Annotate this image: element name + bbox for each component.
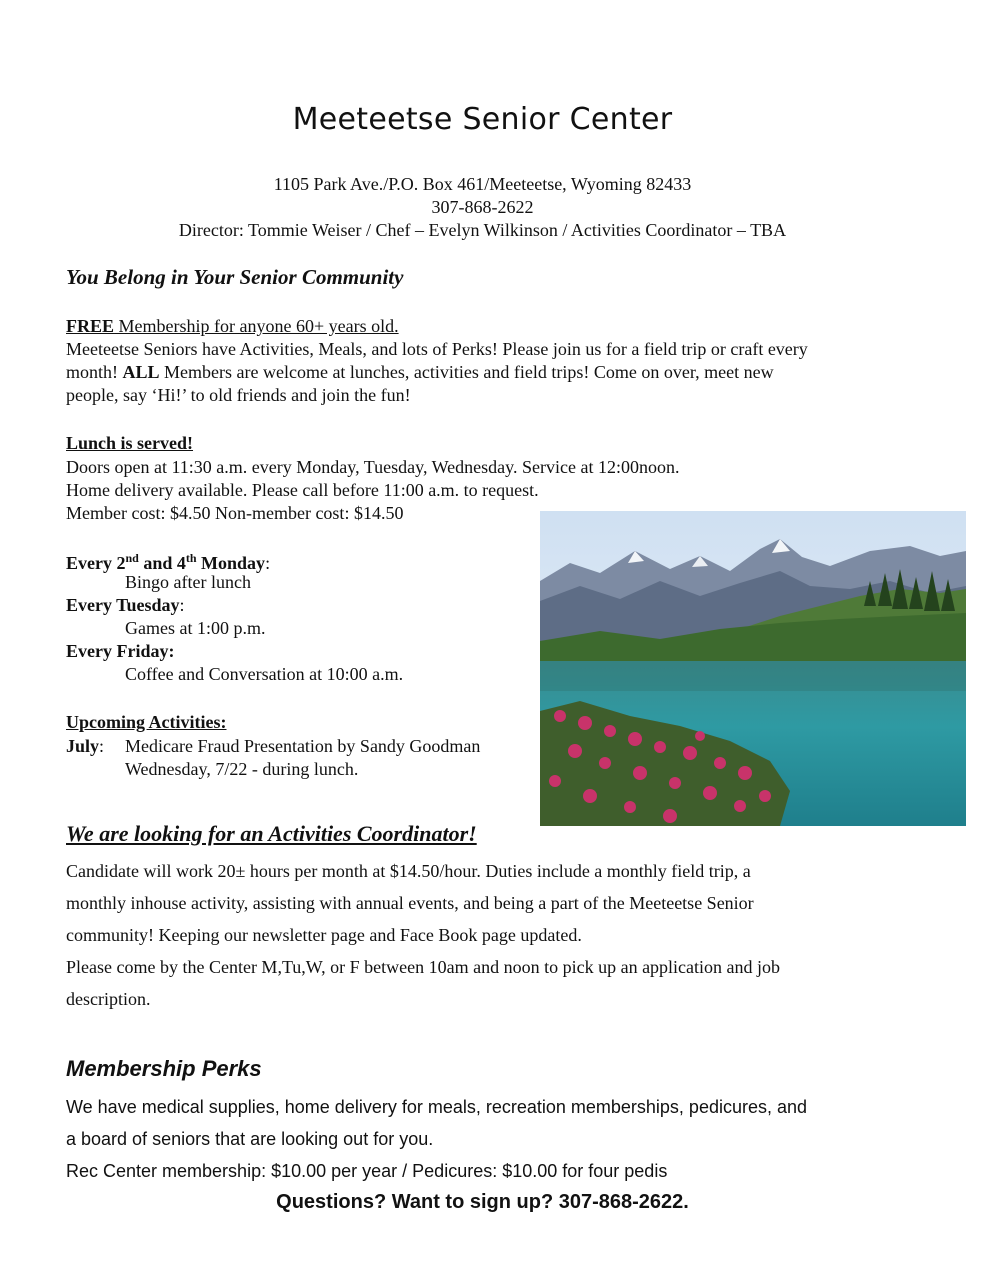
lunch-line-2: Home delivery available. Please call before 11:00 a.m. to request. bbox=[66, 480, 539, 500]
lunch-line-3: Member cost: $4.50 Non-member cost: $14.50 bbox=[66, 503, 404, 523]
lunch-line-1: Doors open at 11:30 a.m. every Monday, Tuesday, Wednesday. Service at 12:00noon. bbox=[66, 457, 680, 477]
belong-line-3: people, say ‘Hi!’ to old friends and join the fun! bbox=[66, 385, 411, 405]
free-label: FREE bbox=[66, 316, 115, 336]
address-line: 1105 Park Ave./P.O. Box 461/Meeteetse, Wyoming 82433 bbox=[273, 174, 692, 194]
belong-line-2 bbox=[66, 361, 774, 384]
tuesday-label: Every Tuesday: bbox=[66, 595, 185, 615]
perks-line-3: Rec Center membership: $10.00 per year / Pedicures: $10.00 for four pedis bbox=[66, 1161, 668, 1181]
belong-line-2a: month! bbox=[66, 362, 123, 382]
monday-detail: Bingo after lunch bbox=[125, 572, 251, 592]
friday-detail: Coffee and Conversation at 10:00 a.m. bbox=[125, 664, 404, 684]
free-text: Membership for anyone 60+ years old. bbox=[114, 316, 399, 336]
all-label: ALL bbox=[122, 362, 160, 382]
tuesday-detail: Games at 1:00 p.m. bbox=[125, 618, 266, 638]
perks-heading: Membership Perks bbox=[66, 1056, 262, 1081]
coordinator-line-2: monthly inhouse activity, assisting with annual events, and being a part of the Meeteetse Senior bbox=[66, 893, 754, 913]
coordinator-heading: We are looking for an Activities Coordinator! bbox=[66, 821, 477, 846]
belong-line-1: Meeteetse Seniors have Activities, Meals, and lots of Perks! Please join us for a field trip or craft every bbox=[66, 339, 808, 359]
free-membership-line bbox=[66, 315, 399, 338]
staff-line: Director: Tommie Weiser / Chef – Evelyn Wilkinson / Activities Coordinator – TBA bbox=[178, 220, 787, 240]
footer-cta: Questions? Want to sign up? 307-868-2622. bbox=[276, 1191, 689, 1213]
page-title: Meeteetse Senior Center bbox=[292, 102, 673, 137]
perks-line-2: a board of seniors that are looking out for you. bbox=[66, 1129, 434, 1149]
upcoming-event: Medicare Fraud Presentation by Sandy Goodman bbox=[125, 736, 481, 756]
belong-heading: You Belong in Your Senior Community bbox=[66, 265, 404, 289]
coordinator-line-5: description. bbox=[66, 989, 151, 1009]
upcoming-date: Wednesday, 7/22 - during lunch. bbox=[125, 759, 359, 779]
coordinator-line-3: community! Keeping our newsletter page and Face Book page updated. bbox=[66, 925, 582, 945]
belong-line-2b: Members are welcome at lunches, activities and field trips! Come on over, meet new bbox=[159, 362, 774, 382]
lunch-heading: Lunch is served! bbox=[66, 433, 194, 453]
mountain-lake-photo bbox=[540, 511, 966, 826]
upcoming-month: July: bbox=[66, 736, 105, 756]
friday-label: Every Friday: bbox=[66, 641, 175, 661]
upcoming-heading: Upcoming Activities: bbox=[66, 712, 227, 732]
coordinator-line-4: Please come by the Center M,Tu,W, or F between 10am and noon to pick up an application and job bbox=[66, 957, 781, 977]
coordinator-line-1: Candidate will work 20± hours per month at $14.50/hour. Duties include a monthly field trip, a bbox=[66, 861, 751, 881]
monday-label: Every 2nd and 4th Monday: bbox=[66, 551, 271, 573]
perks-line-1: We have medical supplies, home delivery for meals, recreation memberships, pedicures, and bbox=[66, 1097, 808, 1117]
phone-line: 307-868-2622 bbox=[431, 197, 534, 217]
